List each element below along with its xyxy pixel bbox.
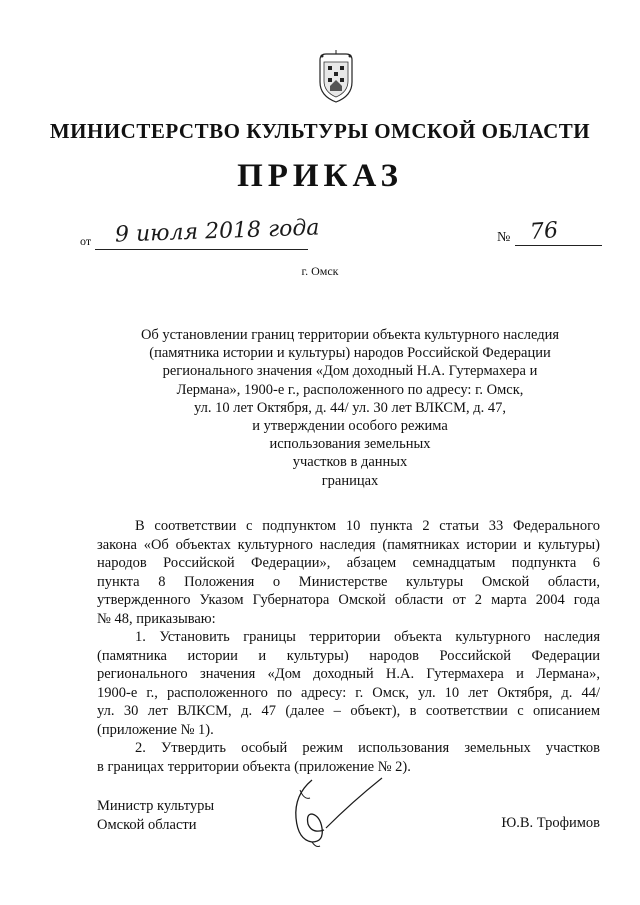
title-line: границах <box>321 472 379 489</box>
item1-line: ул. 30 лет ВЛКСМ, д. 47 (далее – объект), в соответствии с описанием <box>97 703 600 719</box>
signatory-role <box>97 797 214 834</box>
title-line: участков в данных <box>292 454 408 471</box>
signatory-role-line: Министр культуры <box>97 798 215 814</box>
item1-line: регионального значения «Дом доходный Н.А. Гутермахера и Лермана», <box>97 666 600 682</box>
item1-line: (памятника истории и культуры) народов Российской Федерации <box>97 647 600 664</box>
title-line: (памятника истории и культуры) народов Российской Федерации <box>149 345 551 362</box>
signatory-name: Ю.В. Трофимов <box>501 815 600 831</box>
title-line: Об установлении границ территории объекта культурного наследия <box>140 327 560 343</box>
item1-line: (приложение № 1). <box>97 721 214 738</box>
ministry-name: МИНИСТЕРСТВО КУЛЬТУРЫ ОМСКОЙ ОБЛАСТИ <box>49 119 591 143</box>
item2-line: в границах территории объекта (приложение № 2). <box>97 758 411 775</box>
coat-of-arms-emblem <box>316 50 356 104</box>
preamble-line: № 48, приказываю: <box>97 610 216 627</box>
date-underline <box>95 249 308 250</box>
handwritten-signature <box>282 770 387 850</box>
item2-line: 2. Утвердить особый режим использования земельных участков <box>135 740 600 756</box>
signatory-role-line: Омской области <box>97 816 197 833</box>
document-type-heading: ПРИКАЗ <box>237 158 403 194</box>
number-label: № <box>497 230 511 245</box>
preamble-line: народов Российской Федерации», абзацем семнадцатым подпункта 6 <box>97 555 600 571</box>
preamble-line: В соответствии с подпунктом 10 пункта 2 статьи 33 Федерального <box>135 518 600 534</box>
item1-line: 1900-е г., расположенного по адресу: г. Омск, ул. 10 лет Октября, д. 44/ <box>97 684 600 701</box>
city-line: г. Омск <box>301 264 339 278</box>
order-title <box>100 326 600 490</box>
preamble-line: закона «Об объектах культурного наследия (памятниках истории и культуры) <box>97 536 600 553</box>
title-line: Лермана», 1900-е г., расположенного по адресу: г. Омск, <box>176 381 524 398</box>
preamble-line: утвержденного Указом Губернатора Омской области от 2 марта 2004 года <box>97 592 600 608</box>
preamble-line: пункта 8 Положения о Министерстве культуры Омской области, <box>97 573 600 590</box>
number-underline <box>515 245 602 246</box>
title-line: и утверждении особого режима <box>252 418 448 435</box>
order-body <box>97 517 600 776</box>
item1-line: 1. Установить границы территории объекта культурного наследия <box>135 629 600 645</box>
date-label: от <box>80 234 92 248</box>
handwritten-number: 76 <box>529 218 559 245</box>
title-line: использования земельных <box>269 436 431 453</box>
title-line: регионального значения «Дом доходный Н.А. Гутермахера и <box>162 363 538 380</box>
title-line: ул. 10 лет Октября, д. 44/ ул. 30 лет ВЛКСМ, д. 47, <box>193 399 506 416</box>
handwritten-date: 9 июля 2018 года <box>114 215 320 248</box>
